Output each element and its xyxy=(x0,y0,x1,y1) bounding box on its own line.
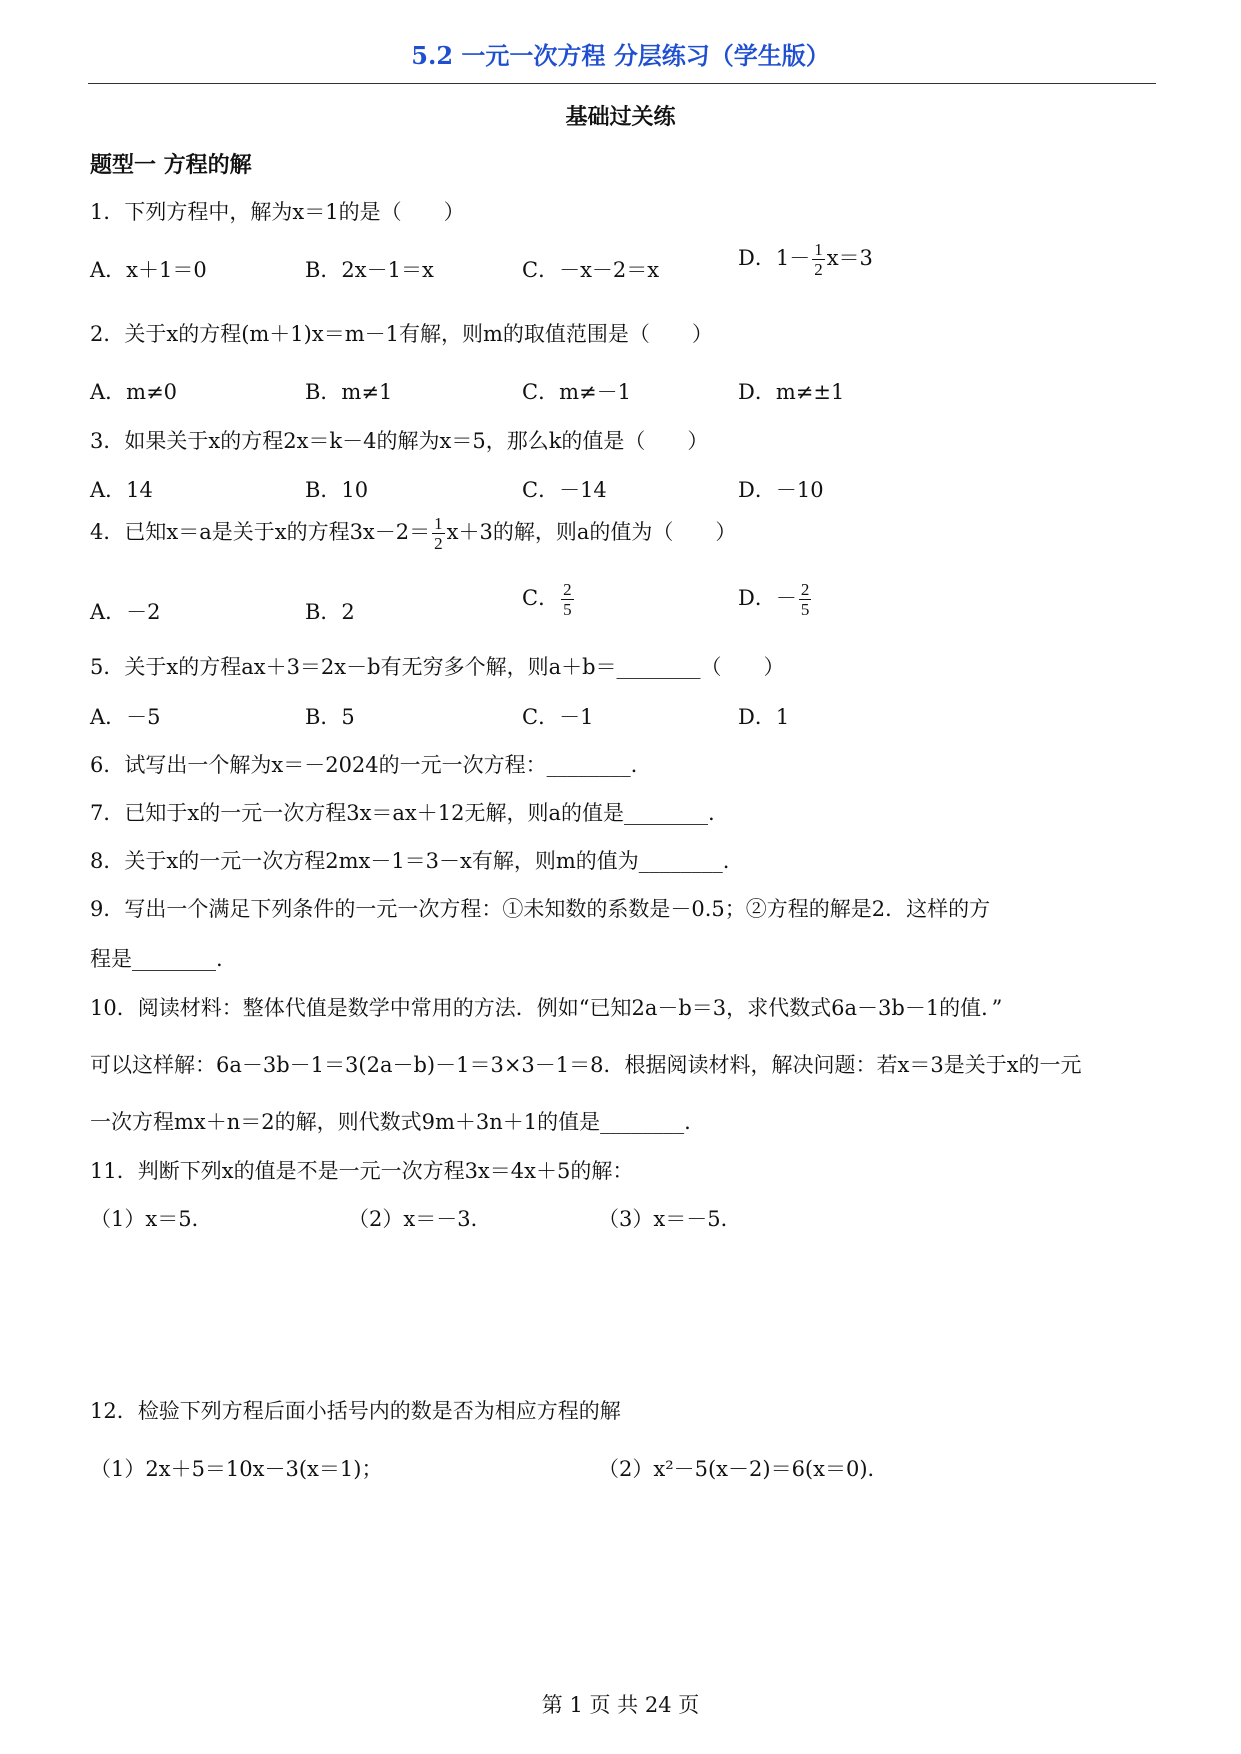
q2-option-b: B．m≠1 xyxy=(305,380,393,404)
q12-part-1: （1）2x＋5＝10x－3(x＝1)； xyxy=(90,1457,383,1481)
q11-part-1: （1）x＝5． xyxy=(90,1207,213,1231)
question-10-line-1: 10．阅读材料：整体代值是数学中常用的方法．例如“已知2a－b＝3，求代数式6a－3b－1的值．” xyxy=(90,996,1003,1020)
question-7-stem: 7．已知于x的一元一次方程3x＝ax＋12无解，则a的值是________. xyxy=(90,801,715,825)
q12-part-2: （2）x²－5(x－2)＝6(x＝0)． xyxy=(598,1457,889,1481)
page-title: 5.2 一元一次方程 分层练习（学生版） xyxy=(411,41,830,70)
question-5-stem: 5．关于x的方程ax＋3＝2x－b有无穷多个解，则a＋b＝________（ ） xyxy=(90,655,785,679)
page-footer: 第 1 页 共 24 页 xyxy=(541,1693,700,1717)
q3-option-c: C．－14 xyxy=(522,478,607,502)
fraction: $\frac{1}{2}$ xyxy=(814,240,823,279)
q4-option-b: B．2 xyxy=(305,600,355,624)
q1-option-b: B．2x－1＝x xyxy=(305,258,434,282)
question-9-line-1: 9．写出一个满足下列条件的一元一次方程：①未知数的系数是－0.5；②方程的解是2．这样的方 xyxy=(90,897,991,921)
q5-option-c: C．－1 xyxy=(522,705,594,729)
question-6-stem: 6．试写出一个解为x＝－2024的一元一次方程：________. xyxy=(90,753,638,777)
question-3-stem: 3．如果关于x的方程2x＝k－4的解为x＝5，那么k的值是（ ） xyxy=(90,429,709,453)
question-9-line-2: 程是________. xyxy=(90,947,223,971)
q11-part-2: （2）x＝－3． xyxy=(348,1207,492,1231)
q4-option-c: C． $\frac{2}{5}$ xyxy=(522,580,572,619)
q1-option-d: D．1－ $\frac{1}{2}$ x＝3 xyxy=(738,240,873,279)
section-title: 基础过关练 xyxy=(565,104,676,130)
fraction: $\frac{2}{5}$ xyxy=(563,580,572,619)
q3-option-a: A．14 xyxy=(90,478,153,502)
question-type-title: 题型一 方程的解 xyxy=(90,152,252,178)
q5-option-b: B．5 xyxy=(305,705,355,729)
q2-option-d: D．m≠±1 xyxy=(738,380,845,404)
question-12-stem: 12．检验下列方程后面小括号内的数是否为相应方程的解 xyxy=(90,1399,621,1423)
q4-option-a: A．－2 xyxy=(90,600,161,624)
q5-option-d: D．1 xyxy=(738,705,790,729)
q2-option-c: C．m≠－1 xyxy=(522,380,631,404)
q1-option-c: C．－x－2＝x xyxy=(522,258,660,282)
question-1-stem: 1．下列方程中，解为x＝1的是（ ） xyxy=(90,200,465,224)
q2-option-a: A．m≠0 xyxy=(90,380,178,404)
fraction: $\frac{2}{5}$ xyxy=(800,580,810,619)
question-2-stem: 2．关于x的方程(m＋1)x＝m－1有解，则m的取值范围是（ ） xyxy=(90,322,713,346)
question-10-line-2: 可以这样解：6a－3b－1＝3(2a－b)－1＝3×3－1＝8．根据阅读材料，解决问题：若x＝3是关于x的一元 xyxy=(90,1053,1082,1077)
q4-option-d: D．－ $\frac{2}{5}$ xyxy=(738,580,810,619)
header-divider xyxy=(88,83,1156,84)
q11-part-3: （3）x＝－5． xyxy=(598,1207,742,1231)
question-8-stem: 8．关于x的一元一次方程2mx－1＝3－x有解，则m的值为________. xyxy=(90,849,730,873)
q3-option-b: B．10 xyxy=(305,478,369,502)
question-4-stem: 4．已知x＝a是关于x的方程3x－2＝ $\frac{1}{2}$ x＋3的解，则a的值为（ ） xyxy=(90,514,737,553)
question-10-line-3: 一次方程mx＋n＝2的解，则代数式9m＋3n＋1的值是________. xyxy=(90,1110,691,1134)
question-11-stem: 11．判断下列x的值是不是一元一次方程3x＝4x＋5的解： xyxy=(90,1159,634,1183)
fraction: $\frac{1}{2}$ xyxy=(434,514,443,553)
q5-option-a: A．－5 xyxy=(90,705,161,729)
q3-option-d: D．－10 xyxy=(738,478,824,502)
q1-option-a: A．x＋1＝0 xyxy=(90,258,207,282)
